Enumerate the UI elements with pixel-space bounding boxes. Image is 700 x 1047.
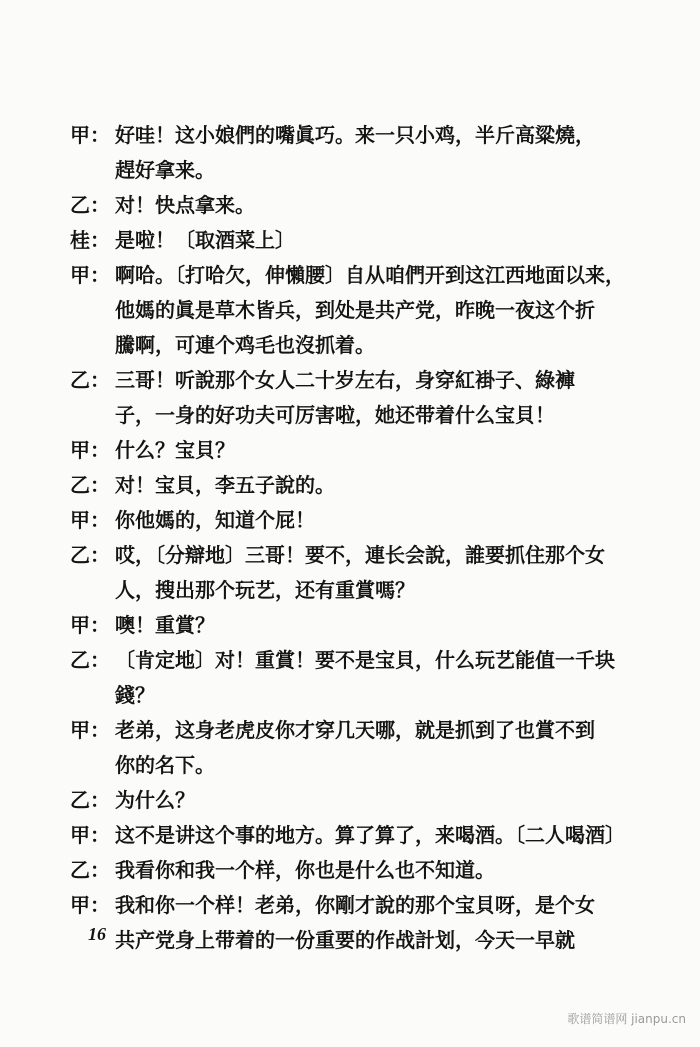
dialogue-line: 我和你一个样！老弟，你剛才說的那个宝貝呀，是个女 [115, 893, 595, 917]
speaker-label: 桂： [70, 228, 110, 252]
dialogue-entry [70, 783, 610, 818]
dialogue-entry [70, 608, 610, 643]
dialogue-line: 〔肯定地〕对！重賞！要不是宝貝，什么玩艺能值一千块 [115, 648, 615, 672]
dialogue-line: 趕好拿来。 [115, 158, 215, 182]
dialogue-line: 老弟，这身老虎皮你才穿几天哪，就是抓到了也賞不到 [115, 718, 595, 742]
dialogue-line: 啊哈。〔打哈欠，伸懶腰〕自从咱們开到这江西地面以来， [115, 263, 625, 287]
dialogue-entry [70, 118, 610, 188]
dialogue-entry [70, 538, 610, 608]
speaker-label: 甲： [70, 123, 110, 147]
dialogue-entry [70, 223, 610, 258]
dialogue-entry [70, 853, 610, 888]
speaker-label: 乙： [70, 543, 110, 567]
speaker-label: 甲： [70, 613, 110, 637]
dialogue-entry [70, 818, 625, 853]
dialogue-line: 是啦！〔取酒菜上〕 [115, 228, 295, 252]
dialogue-entry [70, 188, 610, 223]
dialogue-entry [70, 258, 625, 363]
speaker-label: 乙： [70, 858, 110, 882]
dialogue-line: 你的名下。 [115, 753, 215, 777]
speaker-label: 乙： [70, 368, 110, 392]
speaker-label: 甲： [70, 263, 110, 287]
dialogue-entry [70, 713, 610, 783]
dialogue-line: 子，一身的好功夫可厉害啦，她还带着什么宝貝！ [115, 403, 555, 427]
script-dialogue [70, 118, 625, 958]
speaker-label: 甲： [70, 438, 110, 462]
speaker-label: 乙： [70, 788, 110, 812]
dialogue-line: 对！宝貝，李五子說的。 [115, 473, 335, 497]
dialogue-entry [70, 433, 610, 468]
dialogue-entry [70, 643, 615, 713]
speaker-label: 乙： [70, 473, 110, 497]
dialogue-line: 噢！重賞？ [115, 613, 215, 637]
dialogue-line: 人，搜出那个玩艺，还有重賞嗎？ [115, 578, 415, 602]
dialogue-entry [70, 468, 610, 503]
site-watermark: 歌谱简谱网 jianpu.cn [567, 1012, 686, 1026]
speaker-label: 乙： [70, 193, 110, 217]
dialogue-line: 我看你和我一个样，你也是什么也不知道。 [115, 858, 495, 882]
dialogue-entry [70, 503, 610, 538]
dialogue-line: 对！快点拿来。 [115, 193, 255, 217]
dialogue-line: 哎，〔分辯地〕三哥！要不，連长会說，誰要抓住那个女 [115, 543, 605, 567]
dialogue-line: 三哥！听說那个女人二十岁左右，身穿紅褂子、綠褲 [115, 368, 575, 392]
speaker-label: 甲： [70, 893, 110, 917]
dialogue-line: 他媽的眞是草木皆兵，到处是共产党，昨晚一夜这个折 [115, 298, 595, 322]
speaker-label: 甲： [70, 508, 110, 532]
dialogue-line: 这不是讲这个事的地方。算了算了，来喝酒。〔二人喝酒〕 [115, 823, 625, 847]
dialogue-line: 你他媽的，知道个屁！ [115, 508, 315, 532]
dialogue-line: 騰啊，可連个鸡毛也沒抓着。 [115, 333, 375, 357]
dialogue-line: 什么？宝貝？ [115, 438, 235, 462]
dialogue-entry [70, 888, 610, 958]
dialogue-line: 錢？ [115, 683, 155, 707]
dialogue-line: 好哇！这小娘們的嘴眞巧。来一只小鸡，半斤高粱燒， [115, 123, 595, 147]
dialogue-entry [70, 363, 610, 433]
speaker-label: 乙： [70, 648, 110, 672]
dialogue-line: 为什么？ [115, 788, 195, 812]
page-number: 16 [88, 924, 106, 944]
speaker-label: 甲： [70, 823, 110, 847]
speaker-label: 甲： [70, 718, 110, 742]
dialogue-line: 共产党身上带着的一份重要的作战計划，今天一早就 [115, 928, 575, 952]
